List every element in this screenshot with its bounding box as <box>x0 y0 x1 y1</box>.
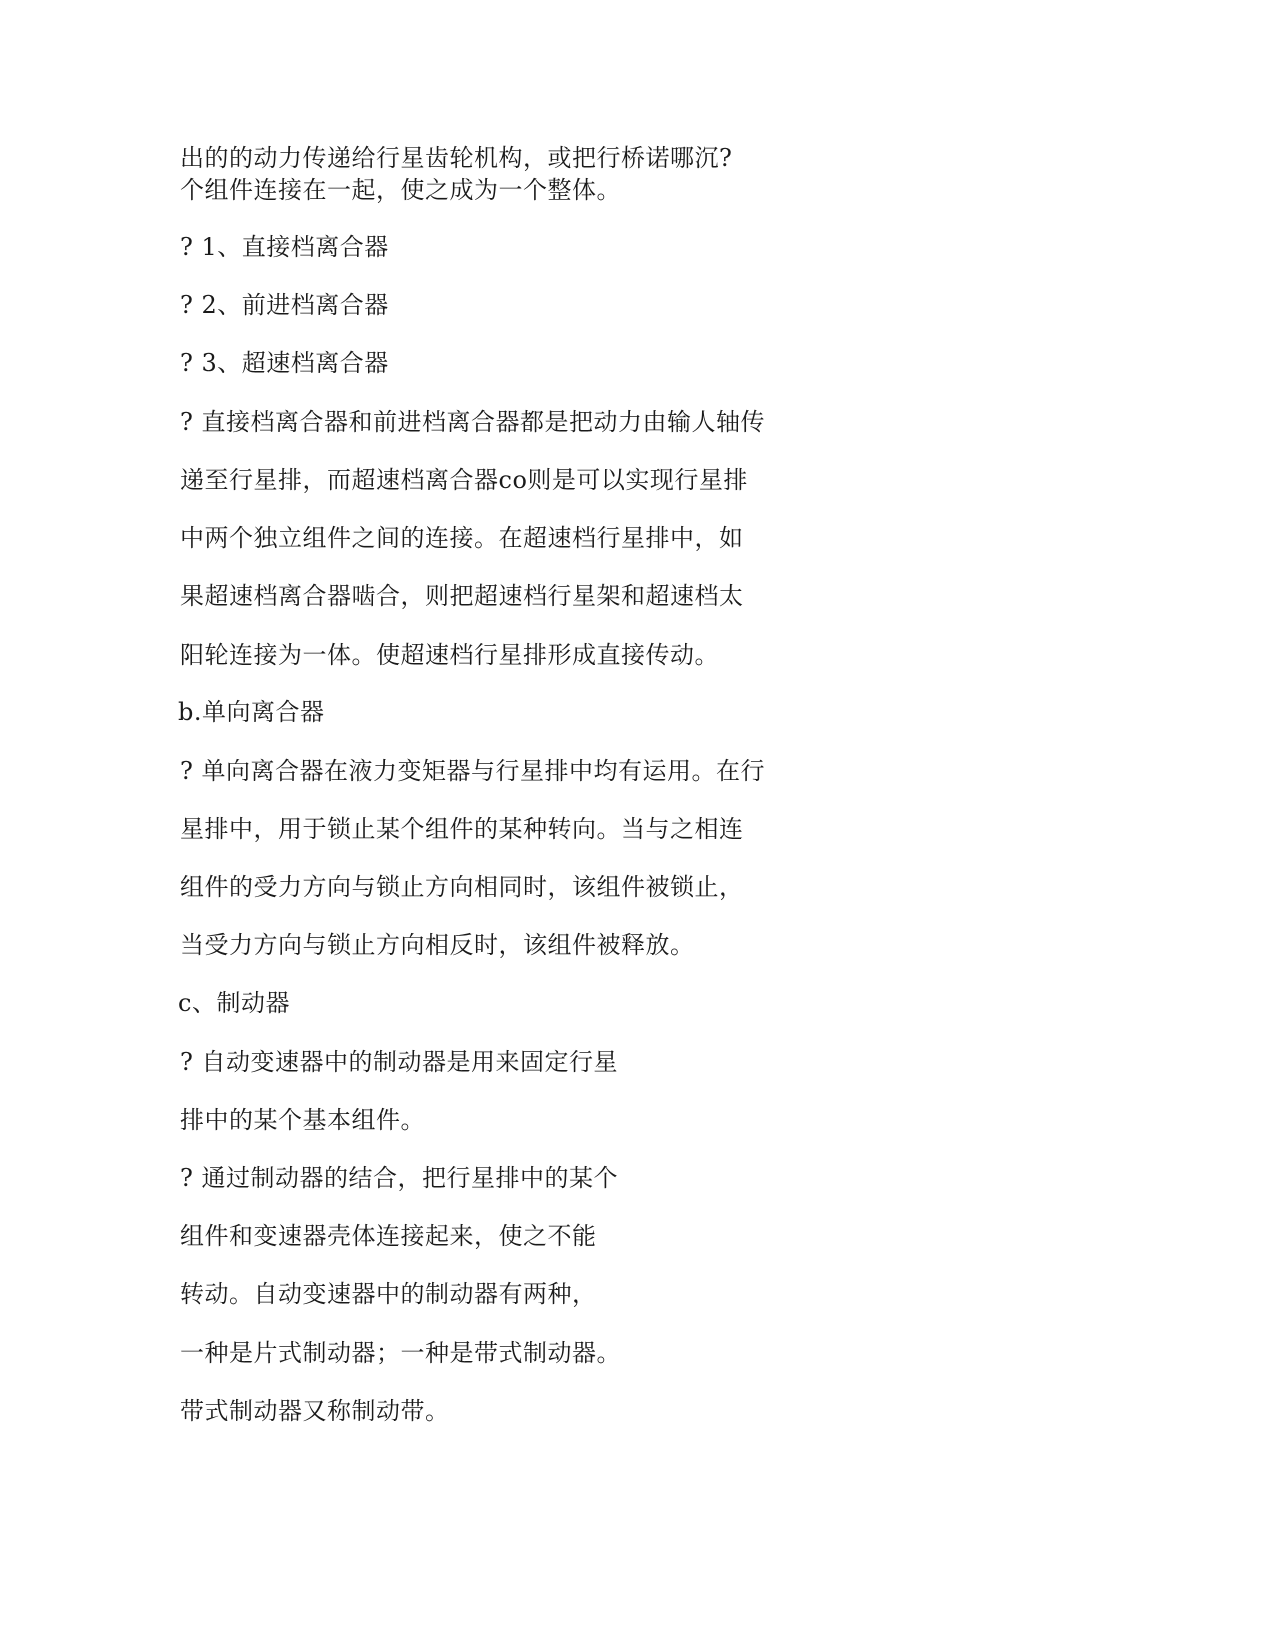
text-line: 出的的动力传递给行星齿轮机构，或把行桥诺哪沉? <box>180 144 733 172</box>
text-line: ? 通过制动器的结合，把行星排中的某个 <box>180 1164 618 1192</box>
section-heading: b.单向离合器 <box>178 698 325 726</box>
list-item: ? 2、前进档离合器 <box>180 291 389 319</box>
section-heading: c、制动器 <box>178 989 290 1017</box>
text-line: 组件和变速器壳体连接起来，使之不能 <box>180 1222 597 1250</box>
text-line: 转动。自动变速器中的制动器有两种， <box>180 1280 597 1308</box>
text-line: 个组件连接在一起，使之成为一个整体。 <box>180 176 621 204</box>
text-line: ? 自动变速器中的制动器是用来固定行星 <box>180 1048 618 1076</box>
text-line: 当受力方向与锁止方向相反时，该组件被释放。 <box>180 931 695 959</box>
text-line: 组件的受力方向与锁止方向相同时，该组件被锁止， <box>180 873 744 901</box>
list-item: ? 1、直接档离合器 <box>180 233 389 261</box>
text-line: 递至行星排，而超速档离合器co则是可以实现行星排 <box>180 466 748 494</box>
text-line: 中两个独立组件之间的连接。在超速档行星排中，如 <box>180 524 744 552</box>
list-item: ? 3、超速档离合器 <box>180 349 389 377</box>
text-line: 带式制动器又称制动带。 <box>180 1397 450 1425</box>
text-line: 排中的某个基本组件。 <box>180 1106 425 1134</box>
text-line: 阳轮连接为一体。使超速档行星排形成直接传动。 <box>180 641 719 669</box>
text-line: 果超速档离合器啮合，则把超速档行星架和超速档太 <box>180 582 744 610</box>
text-line: ? 直接档离合器和前进档离合器都是把动力由输人轴传 <box>180 408 765 436</box>
text-line: ? 单向离合器在液力变矩器与行星排中均有运用。在行 <box>180 757 765 785</box>
text-line: 一种是片式制动器；一种是带式制动器。 <box>180 1339 621 1367</box>
text-line: 星排中，用于锁止某个组件的某种转向。当与之相连 <box>180 815 744 843</box>
